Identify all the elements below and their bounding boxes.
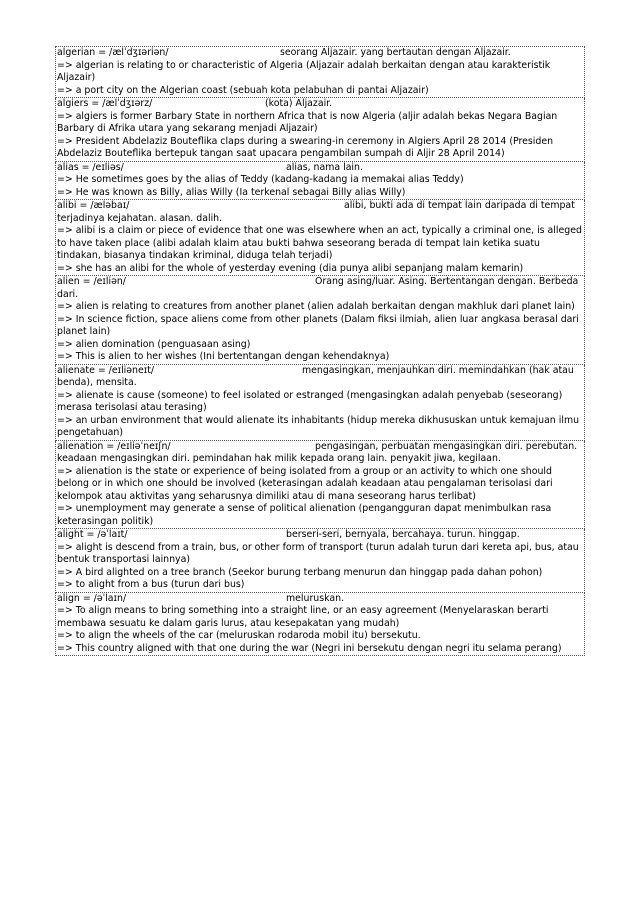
example-line: => President Abdelaziz Bouteflika claps during a swearing-in ceremony in Algiers April 28 2014 (Presiden Abdelaziz Bouteflika bertepuk tangan saat upacara pengambilan sumpah di Aljir 28 April 2014) xyxy=(57,135,554,159)
entry-heading xyxy=(57,276,583,301)
example-line: => He sometimes goes by the alias of Teddy (kadang-kadang ia memakai alias Teddy) xyxy=(57,174,464,185)
dictionary-entry xyxy=(55,46,585,98)
definition: berseri-seri, bernyala, bercahaya. turun. hinggap. xyxy=(286,529,520,540)
example-line: => algiers is former Barbary State in northern Africa that is now Algeria (aljir adalah bekas Negara Bagian Barbary di Afrika utara yang sekarang menjadi Aljazair) xyxy=(57,110,558,134)
dictionary-entry xyxy=(55,276,585,365)
entry-heading xyxy=(57,441,583,466)
dictionary-document xyxy=(55,46,585,656)
dictionary-entry xyxy=(55,162,585,201)
dictionary-entry xyxy=(55,441,585,530)
definition: seorang Aljazair. yang bertautan dengan Aljazair. xyxy=(280,47,511,58)
headword: alien = /eɪliən/ xyxy=(57,276,126,287)
headword: algerian = /ælˈdʒɪəriən/ xyxy=(57,47,169,58)
definition: alibi, bukti ada di tempat lain daripada di tempat terjadinya kejahatan. alasan. dalih. xyxy=(57,200,575,224)
definition: mengasingkan, menjauhkan diri. memindahkan (hak atau benda), mensita. xyxy=(57,364,574,388)
entry-heading xyxy=(57,98,583,111)
dictionary-entry xyxy=(55,593,585,657)
dictionary-entry xyxy=(55,200,585,276)
example-line: => alight is descend from a train, bus, or other form of transport (turun adalah turun dari kereta api, bus, atau bentuk transportasi lainnya) xyxy=(57,541,579,565)
example-line: => alienate is cause (someone) to feel isolated or estranged (mengasingkan adalah penyebab (seseorang) merasa terisolasi atau terasing) xyxy=(57,389,563,413)
entry-heading xyxy=(57,529,583,542)
dictionary-entry xyxy=(55,365,585,441)
example-line: pengetahuan) xyxy=(57,427,124,438)
entry-heading xyxy=(57,593,583,606)
dictionary-entry xyxy=(55,98,585,162)
example-line: => a port city on the Algerian coast (sebuah kota pelabuhan di pantai Aljazair) xyxy=(57,84,429,96)
example-line: => This is alien to her wishes (Ini bertentangan dengan kehendaknya) xyxy=(57,351,390,362)
entry-heading xyxy=(57,47,583,60)
example-line: => to align the wheels of the car (meluruskan rodaroda mobil itu) bersekutu. xyxy=(57,630,421,641)
headword: align = /əˈlaɪn/ xyxy=(57,592,127,604)
example-line: => algerian is relating to or characteristic of Algeria (Aljazair adalah berkaitan dengan atau karakteristik Aljazair) xyxy=(57,59,551,83)
example-line: => alibi is a claim or piece of evidence that one was elsewhere when an act, typically a criminal one, is alleged to have taken place (alibi adalah klaim atau bukti bahwa seseorang berada di tempat lain ketika suatu tindakan, biasanya tindakan kriminal, diduga telah terjadi) xyxy=(57,225,582,261)
headword: alienate = /eɪliəneɪt/ xyxy=(57,364,155,376)
example-line: => alien is relating to creatures from another planet (alien adalah berkaitan dengan makhluk dari planet lain) xyxy=(57,301,575,312)
example-line: => alienation is the state or experience of being isolated from a group or an activity to which one should belong or in which one should be involved (keterasingan adalah keadaan atau pengalaman terisolasi dari kelompok atau aktivitas yang seharusnya dimiliki atau di mana seseorang harus terlibat) xyxy=(57,465,553,502)
headword: alienation = /eɪliəˈneɪʃn/ xyxy=(57,440,171,452)
headword: algiers = /ælˈdʒɪərz/ xyxy=(57,98,153,109)
example-line: => she has an alibi for the whole of yesterday evening (dia punya alibi sepanjang malam kemarin) xyxy=(57,262,524,274)
definition: meluruskan. xyxy=(286,592,345,604)
definition: pengasingan, perbuatan mengasingkan diri. perebutan. keadaan mengasingkan diri. pemindahan hak milik kepada orang lain. penyakit jiwa, kegilaan. xyxy=(57,440,578,464)
example-line: => This country aligned with that one during the war (Negri ini bersekutu dengan negri itu selama perang) xyxy=(57,642,562,654)
example-line: => He was known as Billy, alias Willy (Ia terkenal sebagai Billy alias Willy) xyxy=(57,186,406,198)
example-line: => alien domination (penguasaan asing) xyxy=(57,338,251,350)
example-line: => unemployment may generate a sense of political alienation (pengangguran dapat menimbulkan rasa keterasingan politik) xyxy=(57,503,552,527)
dictionary-entry xyxy=(55,529,585,593)
example-line: => A bird alighted on a tree branch (Seekor burung terbang menurun dan hinggap pada dahan pohon) xyxy=(57,566,543,578)
definition: Orang asing/luar. Asing. Bertentangan dengan. Berbeda dari. xyxy=(57,276,579,300)
entry-heading xyxy=(57,365,583,390)
example-line: => to alight from a bus (turun dari bus) xyxy=(57,579,245,590)
definition: alias, nama lain. xyxy=(286,161,363,173)
example-line: => In science fiction, space aliens come from other planets (Dalam fiksi ilmiah, alien luar angkasa berasal dari planet lain) xyxy=(57,313,579,337)
example-line: => an urban environment that would alienate its inhabitants (hidup mereka dikhususkan untuk kemajuan ilmu xyxy=(57,414,580,426)
headword: alias = /eɪliəs/ xyxy=(57,161,124,173)
headword: alight = /əˈlaɪt/ xyxy=(57,529,128,540)
entry-heading xyxy=(57,200,583,225)
example-line: => To align means to bring something into a straight line, or an easy agreement (Menyelaraskan berarti membawa sesuatu ke dalam garis lurus, atau kesepakatan yang mudah) xyxy=(57,605,549,629)
entry-heading xyxy=(57,162,583,175)
definition: (kota) Aljazair. xyxy=(265,98,333,109)
headword: alibi = /æləbaɪ/ xyxy=(57,200,130,211)
